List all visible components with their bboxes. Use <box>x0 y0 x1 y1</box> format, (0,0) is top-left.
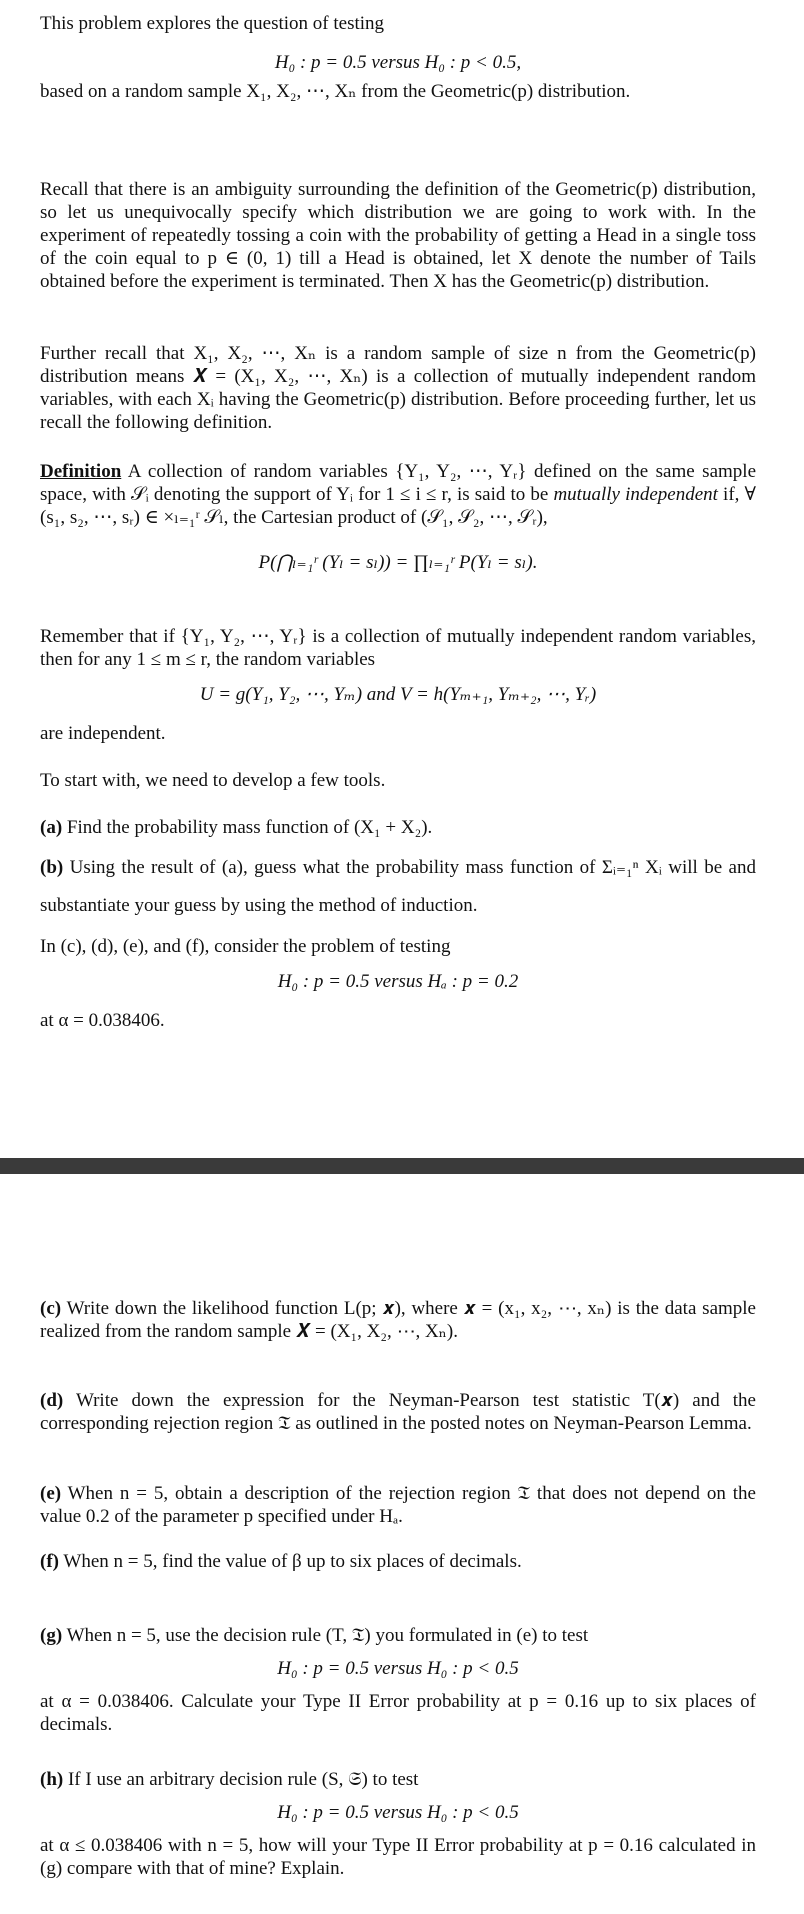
part-a-label: (a) <box>40 817 63 838</box>
part-h-section <box>40 1768 756 1880</box>
part-g <box>40 1624 756 1647</box>
part-f-text: When n = 5, find the value of β up to six places of decimals. <box>63 1551 522 1572</box>
cdef-intro-text: In (c), (d), (e), and (f), consider the problem of testing <box>40 936 451 957</box>
intro-hypothesis: H₀ : p = 0.5 versus H₀ : p < 0.5, <box>274 52 522 73</box>
cdef-intro-section <box>40 935 756 1032</box>
page-break-divider <box>0 1158 804 1174</box>
part-f <box>40 1550 756 1573</box>
part-a-text: Find the probability mass function of (X₁ + X₂). <box>66 817 433 838</box>
recall-2-text: Further recall that X₁, X₂, ⋯, Xₙ is a random sample of size n from the Geometric(p) distribution means 𝑿 = (X₁, X₂, ⋯, Xₙ) is a collection of mutually independent random variables, with each Xᵢ having the Geometric(p) distribution. Before proceeding further, let us recall the following definition. <box>40 343 756 433</box>
definition-term: mutually independent <box>553 484 718 505</box>
recall-1-text: Recall that there is an ambiguity surrounding the definition of the Geometric(p) distribution, so let us unequivocally specify which distribution we are going to work with. In the experiment of repeatedly tossing a coin with the probability of getting a Head in a single toss of the coin equal to p ∈ (0, 1) till a Head is obtained, let X denote the number of Tails obtained before the experiment is terminated. Then X has the Geometric(p) distribution. <box>40 179 756 292</box>
definition-text-before: A collection of random variables {Y₁, Y₂, ⋯, Yᵣ} defined on the same sample space, with 𝒮ᵢ denoting the support of Yᵢ for 1 ≤ i ≤ r, is said to be <box>40 461 756 505</box>
part-g-after: at α = 0.038406. Calculate your Type II Error probability at p = 0.16 up to six places of decimals. <box>40 1691 756 1735</box>
part-h-text: If I use an arbitrary decision rule (S, 𝔖) to test <box>67 1769 419 1790</box>
part-e-section <box>40 1482 756 1528</box>
remember-section <box>40 625 756 745</box>
part-c-text: Write down the likelihood function L(p; 𝒙), where 𝒙 = (x₁, x₂, ⋯, xₙ) is the data sample realized from the random sample 𝑿 = (X₁, X₂, ⋯, Xₙ). <box>40 1298 756 1342</box>
part-c-label: (c) <box>40 1298 62 1319</box>
part-c-section <box>40 1297 756 1343</box>
part-b-label: (b) <box>40 857 64 878</box>
cdef-hypothesis: H₀ : p = 0.5 versus Hₐ : p = 0.2 <box>277 971 519 992</box>
definition-text <box>40 460 756 529</box>
part-e-label: (e) <box>40 1483 62 1504</box>
part-g-text: When n = 5, use the decision rule (T, 𝔗) you formulated in (e) to test <box>66 1625 589 1646</box>
part-b <box>40 849 756 925</box>
part-d-text: Write down the expression for the Neyman-Pearson test statistic T(𝒙) and the corresponding rejection region 𝔗 as outlined in the posted notes on Neyman-Pearson Lemma. <box>40 1390 756 1434</box>
parts-ab-section <box>40 816 756 925</box>
tools-text: To start with, we need to develop a few tools. <box>40 770 386 791</box>
remember-equation: U = g(Y₁, Y₂, ⋯, Yₘ) and V = h(Yₘ₊₁, Yₘ₊₂, ⋯, Yᵣ) <box>199 684 597 705</box>
remember-after: are independent. <box>40 723 166 744</box>
part-d-label: (d) <box>40 1390 64 1411</box>
part-f-label: (f) <box>40 1551 59 1572</box>
recall-paragraph-1 <box>40 178 756 293</box>
part-h <box>40 1768 756 1791</box>
recall-paragraph-2 <box>40 342 756 434</box>
intro-line-1: This problem explores the question of testing <box>40 13 385 34</box>
part-g-section <box>40 1624 756 1736</box>
part-e-text: When n = 5, obtain a description of the rejection region 𝔗 that does not depend on the value 0.2 of the parameter p specified under Hₐ. <box>40 1483 756 1527</box>
cdef-alpha: at α = 0.038406. <box>40 1010 165 1031</box>
definition-text-after: if, ∀ (s₁, s₂, ⋯, sᵣ) ∈ ×ₗ₌₁ʳ 𝒮ₗ, the Cartesian product of (𝒮₁, 𝒮₂, ⋯, 𝒮ᵣ), <box>40 484 756 528</box>
remember-text: Remember that if {Y₁, Y₂, ⋯, Yᵣ} is a collection of mutually independent random variables, then for any 1 ≤ m ≤ r, the random variables <box>40 626 756 670</box>
part-f-section <box>40 1550 756 1573</box>
definition-label: Definition <box>40 461 122 482</box>
part-d-section <box>40 1389 756 1435</box>
part-c <box>40 1297 756 1343</box>
part-h-hypothesis: H₀ : p = 0.5 versus H₀ : p < 0.5 <box>277 1802 519 1823</box>
intro-line-2: based on a random sample X₁, X₂, ⋯, Xₙ from the Geometric(p) distribution. <box>40 81 631 102</box>
part-e <box>40 1482 756 1528</box>
part-d <box>40 1389 756 1435</box>
definition-equation: P(⋂ₗ₌₁ʳ (Yₗ = sₗ)) = ∏ₗ₌₁ʳ P(Yₗ = sₗ). <box>258 552 538 573</box>
definition-section <box>40 460 756 574</box>
part-h-after: at α ≤ 0.038406 with n = 5, how will your Type II Error probability at p = 0.16 calculated in (g) compare with that of mine? Explain. <box>40 1835 756 1879</box>
tools-section <box>40 769 756 792</box>
part-g-label: (g) <box>40 1625 63 1646</box>
part-g-hypothesis: H₀ : p = 0.5 versus H₀ : p < 0.5 <box>277 1658 519 1679</box>
part-h-label: (h) <box>40 1769 64 1790</box>
intro-section <box>40 12 756 103</box>
part-a <box>40 816 756 839</box>
part-b-text: Using the result of (a), guess what the probability mass function of Σᵢ₌₁ⁿ Xᵢ will be and substantiate your guess by using the method of induction. <box>40 857 756 916</box>
